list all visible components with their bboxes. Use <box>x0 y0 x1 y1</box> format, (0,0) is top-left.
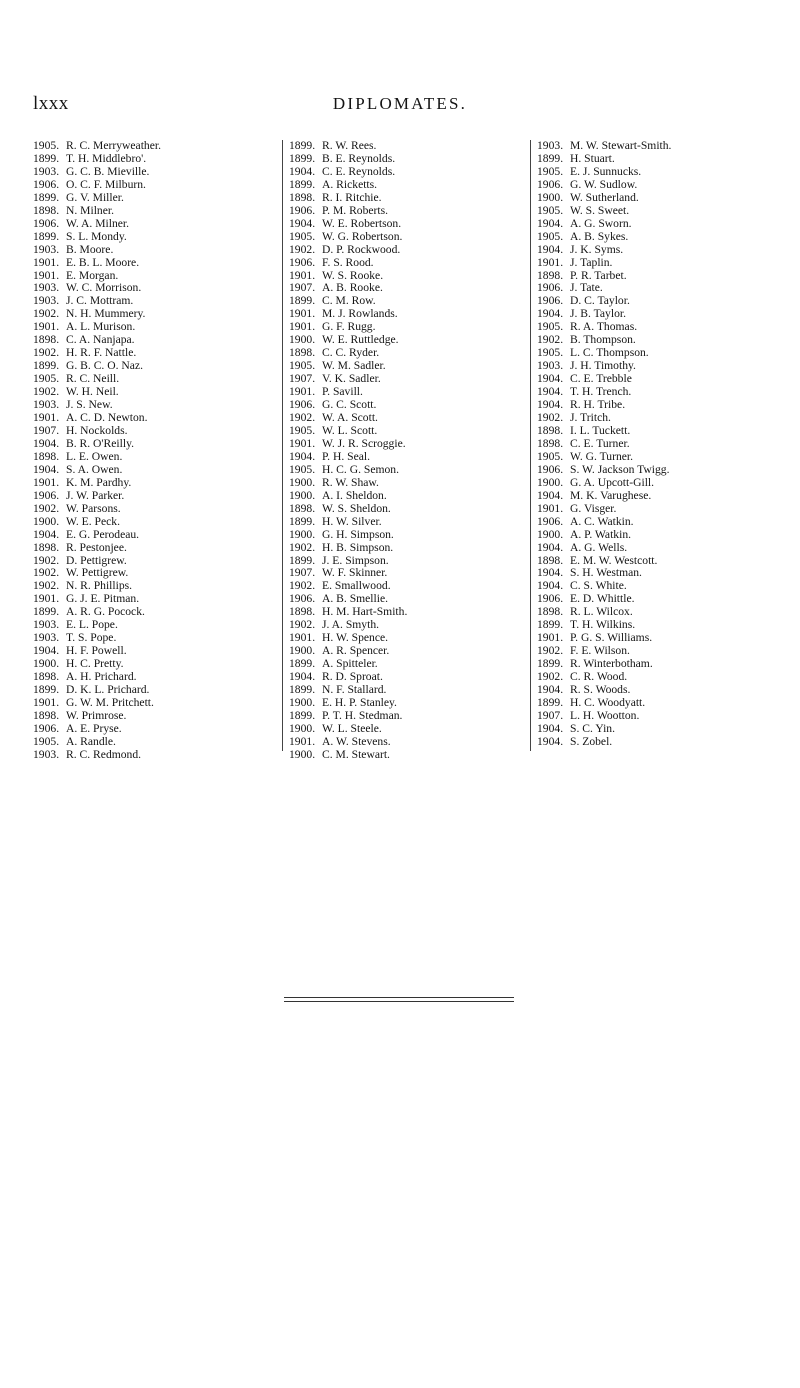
entry-name: J. Tate. <box>570 281 603 295</box>
entry-name: H. F. Powell. <box>66 644 127 658</box>
entry-year: 1902. <box>289 579 316 593</box>
entry-year: 1901. <box>33 268 60 282</box>
entry-year: 1898. <box>33 670 60 684</box>
entry-year: 1902. <box>537 411 564 425</box>
entry-year: 1898. <box>537 605 564 619</box>
entry-year: 1906. <box>289 398 316 412</box>
entry-year: 1904. <box>289 164 316 178</box>
entry-year: 1907. <box>289 281 316 295</box>
entry-name: H. R. F. Nattle. <box>66 346 137 360</box>
entry-name: A. G. Sworn. <box>570 216 632 230</box>
entry-name: R. L. Wilcox. <box>570 605 633 619</box>
entry-name: A. B. Rooke. <box>322 281 383 295</box>
entry-year: 1900. <box>289 695 316 709</box>
entry-year: 1905. <box>289 359 316 373</box>
entry-name: A. C. Watkin. <box>570 514 634 528</box>
entry-name: A. Randle. <box>66 734 116 748</box>
entry-name: W. A. Milner. <box>66 216 130 230</box>
entry-name: M. W. Stewart-Smith. <box>570 139 672 152</box>
entry-year: 1903. <box>33 747 60 761</box>
entry-year: 1903. <box>33 398 60 412</box>
entry-year: 1905. <box>33 734 60 748</box>
entry-name: C. E. Trebble <box>570 372 632 386</box>
entry-year: 1900. <box>289 488 316 502</box>
entry-year: 1899. <box>537 695 564 709</box>
entry-name: W. H. Neil. <box>66 385 119 399</box>
entry-name: W. C. Morrison. <box>66 281 142 295</box>
entry-year: 1900. <box>537 527 564 541</box>
entry-name: H. W. Silver. <box>322 514 382 528</box>
entry-name: G. B. C. O. Naz. <box>66 359 143 373</box>
entry-name: B. R. O'Reilly. <box>66 436 135 450</box>
entry-year: 1899. <box>289 514 316 528</box>
entry-name: E. L. Pope. <box>66 618 118 632</box>
entry-year: 1907. <box>33 423 60 437</box>
entry-year: 1899. <box>33 151 60 165</box>
entry-year: 1905. <box>537 203 564 217</box>
entry-name: W. Sutherland. <box>570 190 639 204</box>
entry-year: 1898. <box>289 605 316 619</box>
entry-name: K. M. Pardhy. <box>66 475 132 489</box>
entry-name: J. C. Mottram. <box>66 294 134 308</box>
entry-year: 1906. <box>289 592 316 606</box>
entry-name: B. E. Reynolds. <box>322 151 396 165</box>
entry-name: A. Spitteler. <box>322 657 378 671</box>
entry-name: J. S. New. <box>66 398 113 412</box>
entry-year: 1903. <box>33 618 60 632</box>
entry-name: A. C. D. Newton. <box>66 411 148 425</box>
entry-year: 1904. <box>289 216 316 230</box>
entry-year: 1901. <box>537 631 564 645</box>
entry-year: 1898. <box>33 203 60 217</box>
entry-year: 1899. <box>33 359 60 373</box>
entry-year: 1903. <box>537 359 564 373</box>
diplomate-entry <box>537 736 782 749</box>
entry-year: 1901. <box>289 734 316 748</box>
entry-name: R. Winterbotham. <box>570 657 653 671</box>
entry-name: J. Taplin. <box>570 255 613 269</box>
entry-year: 1901. <box>33 320 60 334</box>
entry-name: E. D. Whittle. <box>570 592 635 606</box>
entry-name: J. Tritch. <box>570 411 611 425</box>
entry-year: 1904. <box>33 644 60 658</box>
entry-year: 1899. <box>289 294 316 308</box>
entry-name: S. L. Mondy. <box>66 229 127 243</box>
entry-name: C. M. Row. <box>322 294 376 308</box>
entry-year: 1905. <box>33 139 60 152</box>
entry-name: T. S. Pope. <box>66 631 117 645</box>
entry-year: 1902. <box>289 540 316 554</box>
entry-name: A. R. Spencer. <box>322 644 390 658</box>
entry-year: 1903. <box>33 631 60 645</box>
entry-name: W. E. Ruttledge. <box>322 333 399 347</box>
entry-year: 1904. <box>537 566 564 580</box>
entry-name: S. Zobel. <box>570 734 613 748</box>
entry-name: G. W. M. Pritchett. <box>66 695 154 709</box>
entry-year: 1901. <box>289 320 316 334</box>
entry-name: I. L. Tuckett. <box>570 423 631 437</box>
entry-name: P. T. H. Stedman. <box>322 708 403 722</box>
entry-year: 1904. <box>537 385 564 399</box>
entry-name: W. Pettigrew. <box>66 566 129 580</box>
entry-name: H. W. Spence. <box>322 631 389 645</box>
entry-year: 1906. <box>33 177 60 191</box>
entry-name: H. M. Hart-Smith. <box>322 605 408 619</box>
diplomates-column-3 <box>530 140 782 751</box>
entry-year: 1906. <box>537 514 564 528</box>
entry-year: 1902. <box>289 618 316 632</box>
entry-year: 1904. <box>537 488 564 502</box>
entry-year: 1898. <box>537 553 564 567</box>
entry-name: R. H. Tribe. <box>570 398 626 412</box>
entry-name: A. R. G. Pocock. <box>66 605 145 619</box>
entry-year: 1905. <box>289 462 316 476</box>
diplomate-entry <box>33 749 278 762</box>
entry-year: 1906. <box>33 488 60 502</box>
entry-year: 1907. <box>537 708 564 722</box>
entry-year: 1901. <box>537 255 564 269</box>
entry-name: J. K. Syms. <box>570 242 624 256</box>
entry-year: 1900. <box>289 644 316 658</box>
entry-year: 1903. <box>33 294 60 308</box>
entry-name: M. K. Varughese. <box>570 488 652 502</box>
entry-year: 1901. <box>289 631 316 645</box>
entry-name: W. Parsons. <box>66 501 121 515</box>
entry-year: 1899. <box>33 605 60 619</box>
entry-year: 1898. <box>537 436 564 450</box>
entry-year: 1904. <box>289 670 316 684</box>
running-head: DIPLOMATES. <box>332 94 468 113</box>
entry-name: O. C. F. Milburn. <box>66 177 146 191</box>
entry-name: W. S. Sweet. <box>570 203 630 217</box>
entry-name: W. A. Scott. <box>322 411 378 425</box>
entry-year: 1902. <box>33 385 60 399</box>
entry-name: W. G. Robertson. <box>322 229 403 243</box>
entry-name: H. C. G. Semon. <box>322 462 399 476</box>
entry-name: C. E. Turner. <box>570 436 630 450</box>
entry-name: W. L. Steele. <box>322 721 382 735</box>
entry-year: 1904. <box>537 398 564 412</box>
entry-year: 1899. <box>289 139 316 152</box>
entry-year: 1898. <box>289 346 316 360</box>
footer-rule-upper <box>284 997 514 998</box>
entry-year: 1906. <box>537 177 564 191</box>
entry-name: E. M. W. Westcott. <box>570 553 658 567</box>
entry-name: P. H. Seal. <box>322 449 370 463</box>
entry-name: G. V. Miller. <box>66 190 124 204</box>
entry-name: C. M. Stewart. <box>322 747 390 761</box>
entry-year: 1900. <box>289 527 316 541</box>
entry-year: 1898. <box>537 423 564 437</box>
entry-year: 1902. <box>33 579 60 593</box>
entry-name: L. C. Thompson. <box>570 346 649 360</box>
entry-year: 1900. <box>537 190 564 204</box>
entry-year: 1899. <box>33 683 60 697</box>
entry-name: E. H. P. Stanley. <box>322 695 397 709</box>
entry-name: S. C. Yin. <box>570 721 615 735</box>
entry-year: 1899. <box>537 151 564 165</box>
entry-year: 1901. <box>33 411 60 425</box>
entry-name: R. C. Redmond. <box>66 747 142 761</box>
entry-name: J. H. Timothy. <box>570 359 636 373</box>
entry-name: A. E. Pryse. <box>66 721 122 735</box>
entry-name: W. M. Sadler. <box>322 359 386 373</box>
entry-year: 1899. <box>537 618 564 632</box>
entry-name: P. Savill. <box>322 385 363 399</box>
entry-name: W. F. Skinner. <box>322 566 388 580</box>
entry-year: 1904. <box>33 462 60 476</box>
entry-year: 1898. <box>33 333 60 347</box>
entry-year: 1900. <box>537 475 564 489</box>
entry-name: G. Visger. <box>570 501 617 515</box>
entry-year: 1904. <box>537 683 564 697</box>
entry-year: 1904. <box>537 372 564 386</box>
entry-name: H. C. Woodyatt. <box>570 695 646 709</box>
entry-year: 1902. <box>33 566 60 580</box>
entry-name: J. E. Simpson. <box>322 553 389 567</box>
entry-name: A. I. Sheldon. <box>322 488 387 502</box>
entry-name: G. C. Scott. <box>322 398 377 412</box>
entry-name: E. B. L. Moore. <box>66 255 140 269</box>
entry-name: R. W. Shaw. <box>322 475 379 489</box>
entry-name: E. J. Sunnucks. <box>570 164 642 178</box>
entry-year: 1902. <box>537 670 564 684</box>
entry-year: 1904. <box>537 307 564 321</box>
entry-name: N. Milner. <box>66 203 114 217</box>
entry-year: 1905. <box>537 449 564 463</box>
entry-year: 1906. <box>33 721 60 735</box>
entry-name: W. J. R. Scroggie. <box>322 436 406 450</box>
entry-name: E. G. Perodeau. <box>66 527 140 541</box>
entry-name: N. H. Mummery. <box>66 307 146 321</box>
entry-year: 1899. <box>289 683 316 697</box>
entry-name: S. W. Jackson Twigg. <box>570 462 670 476</box>
entry-name: A. H. Prichard. <box>66 670 137 684</box>
entry-year: 1898. <box>289 190 316 204</box>
entry-year: 1906. <box>537 592 564 606</box>
entry-name: P. M. Roberts. <box>322 203 389 217</box>
entry-year: 1906. <box>537 294 564 308</box>
entry-name: F. E. Wilson. <box>570 644 630 658</box>
entry-name: R. A. Thomas. <box>570 320 638 334</box>
entry-name: H. C. Pretty. <box>66 657 124 671</box>
entry-year: 1899. <box>289 151 316 165</box>
entry-name: T. H. Wilkins. <box>570 618 636 632</box>
entry-year: 1905. <box>537 320 564 334</box>
entry-name: M. J. Rowlands. <box>322 307 398 321</box>
entry-year: 1906. <box>33 216 60 230</box>
entry-name: H. B. Simpson. <box>322 540 394 554</box>
entry-name: C. C. Ryder. <box>322 346 380 360</box>
entry-year: 1902. <box>289 411 316 425</box>
entry-name: W. E. Robertson. <box>322 216 402 230</box>
entry-year: 1901. <box>33 255 60 269</box>
entry-year: 1899. <box>33 229 60 243</box>
entry-year: 1905. <box>289 423 316 437</box>
entry-year: 1902. <box>537 644 564 658</box>
entry-name: J. A. Smyth. <box>322 618 380 632</box>
entry-name: R. C. Neill. <box>66 372 120 386</box>
entry-year: 1901. <box>289 307 316 321</box>
entry-year: 1902. <box>537 333 564 347</box>
entry-name: G. W. Sudlow. <box>570 177 638 191</box>
entry-year: 1902. <box>33 307 60 321</box>
entry-name: A. P. Watkin. <box>570 527 632 541</box>
entry-name: W. G. Turner. <box>570 449 634 463</box>
entry-year: 1904. <box>33 527 60 541</box>
entry-name: D. Pettigrew. <box>66 553 127 567</box>
diplomates-column-2 <box>282 139 527 761</box>
entry-year: 1906. <box>537 281 564 295</box>
entry-name: B. Moore. <box>66 242 114 256</box>
entry-year: 1899. <box>537 657 564 671</box>
entry-name: E. Morgan. <box>66 268 119 282</box>
entry-year: 1904. <box>537 242 564 256</box>
entry-name: J. W. Parker. <box>66 488 125 502</box>
entry-year: 1905. <box>537 346 564 360</box>
entry-year: 1903. <box>33 242 60 256</box>
entry-year: 1902. <box>289 242 316 256</box>
entry-year: 1904. <box>537 734 564 748</box>
entry-year: 1901. <box>537 501 564 515</box>
entry-year: 1901. <box>289 436 316 450</box>
entry-name: S. A. Owen. <box>66 462 123 476</box>
entry-name: W. Primrose. <box>66 708 127 722</box>
entry-year: 1904. <box>537 540 564 554</box>
entry-year: 1901. <box>289 268 316 282</box>
entry-year: 1900. <box>289 475 316 489</box>
entry-year: 1898. <box>33 540 60 554</box>
entry-name: R. S. Woods. <box>570 683 631 697</box>
entry-name: R. W. Rees. <box>322 139 377 152</box>
entry-year: 1903. <box>33 164 60 178</box>
entry-name: A. B. Smellie. <box>322 592 389 606</box>
entry-name: D. K. L. Prichard. <box>66 683 150 697</box>
entry-year: 1902. <box>33 346 60 360</box>
entry-year: 1904. <box>33 436 60 450</box>
entry-year: 1898. <box>537 268 564 282</box>
entry-name: A. Ricketts. <box>322 177 378 191</box>
entry-year: 1899. <box>289 657 316 671</box>
entry-name: H. Stuart. <box>570 151 615 165</box>
entry-name: W. E. Peck. <box>66 514 120 528</box>
entry-name: C. R. Wood. <box>570 670 628 684</box>
entry-name: E. Smallwood. <box>322 579 391 593</box>
entry-name: H. Nockolds. <box>66 423 128 437</box>
entry-name: G. H. Simpson. <box>322 527 394 541</box>
entry-name: T. H. Middlebro'. <box>66 151 147 165</box>
entry-name: P. R. Tarbet. <box>570 268 627 282</box>
entry-name: R. C. Merryweather. <box>66 139 161 152</box>
entry-name: A. B. Sykes. <box>570 229 629 243</box>
entry-year: 1900. <box>289 333 316 347</box>
entry-year: 1901. <box>33 695 60 709</box>
entry-year: 1899. <box>33 190 60 204</box>
entry-year: 1906. <box>289 203 316 217</box>
entry-name: A. W. Stevens. <box>322 734 391 748</box>
entry-name: G. J. E. Pitman. <box>66 592 140 606</box>
entry-name: W. L. Scott. <box>322 423 378 437</box>
entry-year: 1898. <box>289 501 316 515</box>
diplomate-entry <box>289 749 527 762</box>
entry-year: 1901. <box>289 385 316 399</box>
entry-year: 1907. <box>289 372 316 386</box>
entry-name: V. K. Sadler. <box>322 372 381 386</box>
entry-year: 1902. <box>33 553 60 567</box>
entry-year: 1899. <box>289 177 316 191</box>
entry-name: B. Thompson. <box>570 333 636 347</box>
entry-year: 1904. <box>537 721 564 735</box>
entry-year: 1904. <box>537 216 564 230</box>
entry-year: 1904. <box>537 579 564 593</box>
entry-name: L. H. Wootton. <box>570 708 640 722</box>
entry-name: A. G. Wells. <box>570 540 628 554</box>
entry-year: 1900. <box>289 721 316 735</box>
entry-name: P. G. S. Williams. <box>570 631 653 645</box>
entry-year: 1906. <box>289 255 316 269</box>
entry-year: 1901. <box>33 475 60 489</box>
entry-name: L. E. Owen. <box>66 449 123 463</box>
entry-name: R. D. Sproat. <box>322 670 383 684</box>
footer-rule-lower <box>284 1001 514 1002</box>
entry-year: 1905. <box>33 372 60 386</box>
entry-year: 1900. <box>33 657 60 671</box>
entry-name: C. S. White. <box>570 579 627 593</box>
entry-year: 1902. <box>33 501 60 515</box>
entry-name: G. A. Upcott-Gill. <box>570 475 655 489</box>
entry-year: 1898. <box>33 708 60 722</box>
entry-name: D. C. Taylor. <box>570 294 630 308</box>
entry-year: 1907. <box>289 566 316 580</box>
entry-year: 1900. <box>33 514 60 528</box>
entry-year: 1898. <box>33 449 60 463</box>
entry-name: N. F. Stallard. <box>322 683 387 697</box>
diplomates-column-1 <box>33 140 278 762</box>
entry-year: 1905. <box>537 229 564 243</box>
entry-name: C. E. Reynolds. <box>322 164 396 178</box>
entry-name: J. B. Taylor. <box>570 307 626 321</box>
entry-name: R. Pestonjee. <box>66 540 127 554</box>
entry-year: 1905. <box>289 229 316 243</box>
entry-year: 1899. <box>289 553 316 567</box>
entry-name: A. L. Murison. <box>66 320 136 334</box>
entry-name: W. S. Rooke. <box>322 268 384 282</box>
entry-name: G. F. Rugg. <box>322 320 376 334</box>
entry-year: 1900. <box>289 747 316 761</box>
entry-name: N. R. Phillips. <box>66 579 133 593</box>
entry-name: T. H. Trench. <box>570 385 632 399</box>
entry-year: 1903. <box>33 281 60 295</box>
entry-year: 1903. <box>537 139 564 152</box>
entry-year: 1904. <box>289 449 316 463</box>
entry-name: R. I. Ritchie. <box>322 190 382 204</box>
entry-name: W. S. Sheldon. <box>322 501 391 515</box>
entry-year: 1899. <box>289 708 316 722</box>
entry-name: F. S. Rood. <box>322 255 374 269</box>
entry-year: 1901. <box>33 592 60 606</box>
page-number: lxxx <box>33 93 69 114</box>
entry-name: C. A. Nanjapa. <box>66 333 135 347</box>
entry-year: 1906. <box>537 462 564 476</box>
entry-name: S. H. Westman. <box>570 566 642 580</box>
entry-name: D. P. Rockwood. <box>322 242 401 256</box>
entry-name: G. C. B. Mieville. <box>66 164 150 178</box>
entry-year: 1905. <box>537 164 564 178</box>
